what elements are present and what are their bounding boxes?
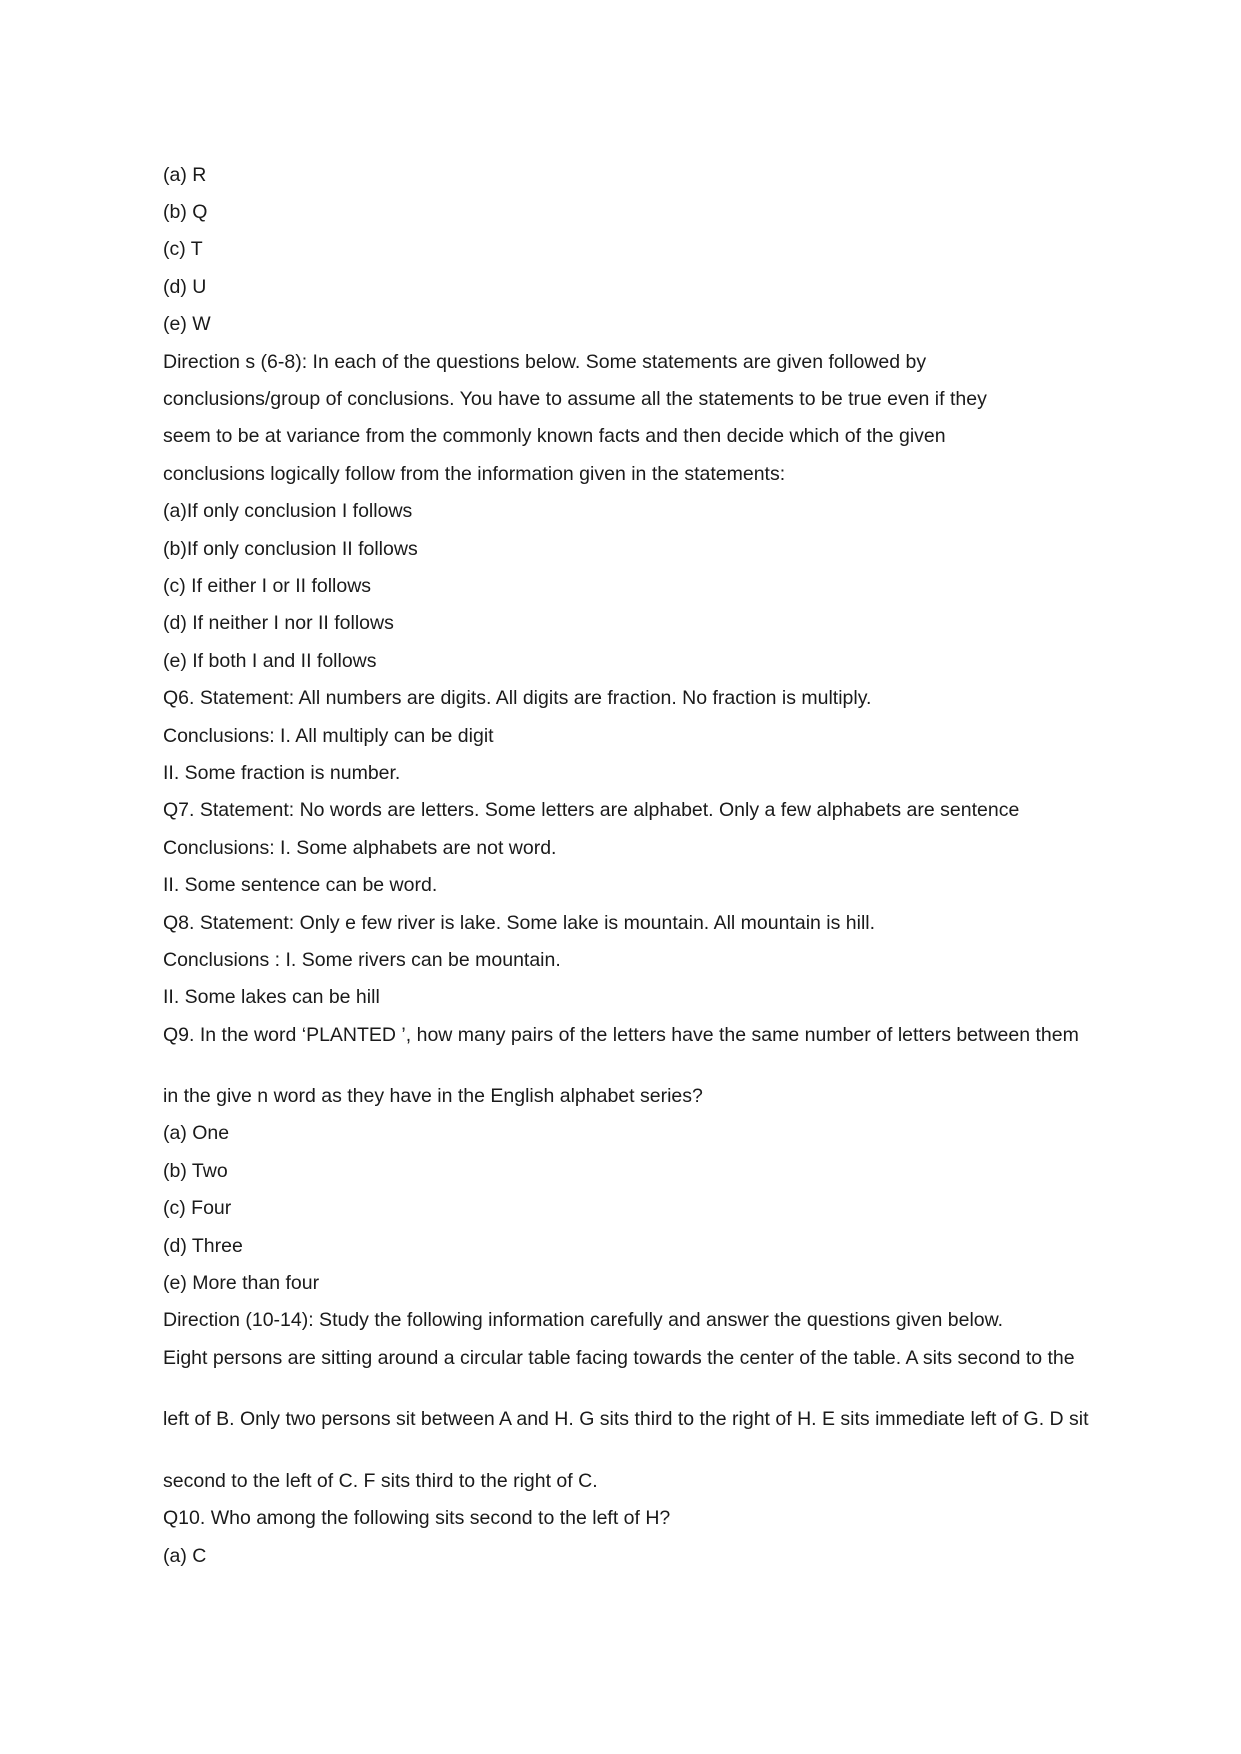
answer-key-d: (d) If neither I nor II follows [163, 612, 394, 634]
q6-statement: Q6. Statement: All numbers are digits. All digits are fraction. No fraction is multiply. [163, 687, 872, 709]
q9-question-part-1: Q9. In the word ‘PLANTED ’, how many pairs of the letters have the same number of letters between them [163, 1024, 1079, 1046]
q5-option-d: (d) U [163, 276, 207, 298]
q10-question: Q10. Who among the following sits second to the left of H? [163, 1507, 671, 1529]
q6-conclusion-1: Conclusions: I. All multiply can be digit [163, 725, 494, 747]
direction-6-8-line-4: conclusions logically follow from the information given in the statements: [163, 463, 786, 485]
answer-key-b: (b)If only conclusion II follows [163, 538, 418, 560]
q8-conclusion-1: Conclusions : I. Some rivers can be mountain. [163, 949, 561, 971]
q5-option-b: (b) Q [163, 201, 208, 223]
direction-6-8-line-2: conclusions/group of conclusions. You have to assume all the statements to be true even if they [163, 388, 987, 410]
q9-option-c: (c) Four [163, 1197, 232, 1219]
q9-option-e: (e) More than four [163, 1272, 320, 1294]
direction-6-8-line-1: Direction s (6-8): In each of the questions below. Some statements are given followed by [163, 351, 927, 373]
q7-conclusion-2: II. Some sentence can be word. [163, 874, 438, 896]
puzzle-paragraph-part-3: second to the left of C. F sits third to the right of C. [163, 1470, 598, 1492]
answer-key-c: (c) If either I or II follows [163, 575, 372, 597]
puzzle-paragraph-part-1: Eight persons are sitting around a circular table facing towards the center of the table. A sits second to the [163, 1347, 1075, 1369]
q9-question-part-2: in the give n word as they have in the English alphabet series? [163, 1085, 703, 1107]
q8-conclusion-2: II. Some lakes can be hill [163, 986, 380, 1008]
direction-10-14: Direction (10-14): Study the following information carefully and answer the questions given below. [163, 1309, 1004, 1331]
q7-conclusion-1: Conclusions: I. Some alphabets are not word. [163, 837, 557, 859]
q7-statement: Q7. Statement: No words are letters. Some letters are alphabet. Only a few alphabets are sentence [163, 799, 1020, 821]
puzzle-paragraph-part-2: left of B. Only two persons sit between A and H. G sits third to the right of H. E sits immediate left of G. D sit [163, 1408, 1089, 1430]
q5-option-a: (a) R [163, 164, 207, 186]
q8-statement: Q8. Statement: Only e few river is lake. Some lake is mountain. All mountain is hill. [163, 912, 876, 934]
answer-key-a: (a)If only conclusion I follows [163, 500, 413, 522]
q9-option-b: (b) Two [163, 1160, 228, 1182]
direction-6-8-line-3: seem to be at variance from the commonly known facts and then decide which of the given [163, 425, 946, 447]
q6-conclusion-2: II. Some fraction is number. [163, 762, 401, 784]
q9-option-a: (a) One [163, 1122, 230, 1144]
q9-option-d: (d) Three [163, 1235, 243, 1257]
answer-key-e: (e) If both I and II follows [163, 650, 377, 672]
q10-option-a: (a) C [163, 1545, 207, 1567]
q5-option-c: (c) T [163, 238, 203, 260]
q5-option-e: (e) W [163, 313, 211, 335]
